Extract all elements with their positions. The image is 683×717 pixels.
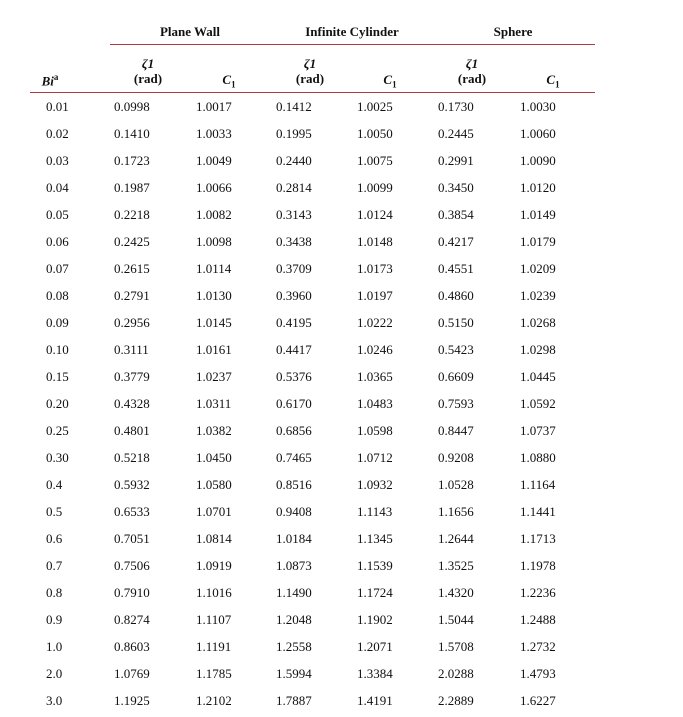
plane-wall-zeta-cell: 0.2218 [114,207,150,222]
table-row [0,663,683,690]
c1-subscript: 1 [392,79,397,90]
table-row [0,312,683,339]
sphere-zeta-header [444,56,500,86]
biot-number-cell: 0.04 [46,180,69,195]
sphere-zeta-cell: 2.0288 [438,666,474,681]
biot-number-cell: 2.0 [46,666,63,681]
cylinder-zeta-cell: 0.7465 [276,450,312,465]
cylinder-c1-cell: 1.1724 [357,585,393,600]
plane-wall-zeta-cell: 0.6533 [114,504,150,519]
bi-base: Bi [41,73,54,89]
plane-wall-c1-cell: 1.0311 [196,396,232,411]
cylinder-zeta-cell: 0.9408 [276,504,312,519]
biot-number-cell: 0.07 [46,261,69,276]
plane-wall-c1-cell: 1.0066 [196,180,232,195]
cylinder-zeta-cell: 1.7887 [276,693,312,708]
cylinder-zeta-cell: 0.6170 [276,396,312,411]
sphere-c1-cell: 1.0030 [520,99,556,114]
cylinder-c1-cell: 1.0483 [357,396,393,411]
plane-wall-c1-cell: 1.1191 [196,639,232,654]
table-row [0,474,683,501]
plane-wall-zeta-cell: 0.4801 [114,423,150,438]
cylinder-zeta-cell: 0.4195 [276,315,312,330]
sphere-zeta-cell: 1.2644 [438,531,474,546]
biot-number-cell: 0.01 [46,99,69,114]
biot-number-cell: 0.06 [46,234,69,249]
plane-wall-zeta-cell: 0.7051 [114,531,150,546]
c1-subscript: 1 [555,79,560,90]
zeta-symbol: ζ1 [465,56,479,71]
cylinder-c1-cell: 1.0712 [357,450,393,465]
sphere-c1-cell: 1.1441 [520,504,556,519]
cylinder-c1-cell: 1.0025 [357,99,393,114]
plane-wall-zeta-cell: 0.8274 [114,612,150,627]
table-row [0,150,683,177]
table-row [0,528,683,555]
infinite-cylinder-header: Infinite Cylinder [305,24,399,39]
biot-number-header [30,72,70,89]
sphere-header: Sphere [493,24,533,39]
plane-wall-c1-cell: 1.0237 [196,369,232,384]
sphere-zeta-cell: 0.2445 [438,126,474,141]
biot-number-cell: 0.8 [46,585,63,600]
c1-subscript: 1 [231,79,236,90]
sphere-zeta-cell: 1.5044 [438,612,474,627]
plane-wall-zeta-cell: 0.1987 [114,180,150,195]
cylinder-c1-cell: 1.0075 [357,153,393,168]
table-row [0,690,683,717]
cylinder-zeta-cell: 0.5376 [276,369,312,384]
plane-wall-zeta-cell: 0.2956 [114,315,150,330]
sphere-c1-cell: 1.2236 [520,585,556,600]
cylinder-zeta-cell: 1.2558 [276,639,312,654]
plane-wall-zeta-cell: 0.1410 [114,126,150,141]
table-row [0,339,683,366]
sphere-zeta-cell: 1.5708 [438,639,474,654]
zeta-symbol: ζ1 [141,56,155,71]
rad-unit: (rad) [295,71,325,86]
cylinder-c1-cell: 1.1143 [357,504,393,519]
biot-number-cell: 0.30 [46,450,69,465]
table-row [0,582,683,609]
plane-wall-c1-cell: 1.1107 [196,612,232,627]
sphere-zeta-cell: 0.2991 [438,153,474,168]
sphere-zeta-cell: 1.1656 [438,504,474,519]
plane-wall-zeta-cell: 0.4328 [114,396,150,411]
cylinder-zeta-cell: 0.6856 [276,423,312,438]
sphere-zeta-cell: 0.7593 [438,396,474,411]
sphere-c1-cell: 1.0298 [520,342,556,357]
cylinder-c1-cell: 1.0148 [357,234,393,249]
table-row [0,636,683,663]
sphere-c1-cell: 1.0120 [520,180,556,195]
plane-wall-zeta-cell: 1.1925 [114,693,150,708]
group-header-rule [110,44,595,45]
table-row [0,609,683,636]
plane-wall-c1-cell: 1.2102 [196,693,232,708]
header-rule [30,92,595,93]
plane-wall-zeta-cell: 0.5218 [114,450,150,465]
cylinder-zeta-cell: 0.3960 [276,288,312,303]
cylinder-zeta-cell: 0.3709 [276,261,312,276]
plane-wall-zeta-cell: 0.2615 [114,261,150,276]
sphere-c1-cell: 1.0090 [520,153,556,168]
sphere-zeta-cell: 0.4551 [438,261,474,276]
cylinder-c1-cell: 1.2071 [357,639,393,654]
plane-wall-zeta-header [120,56,176,86]
sphere-zeta-cell: 1.0528 [438,477,474,492]
cylinder-c1-cell: 1.0598 [357,423,393,438]
cylinder-zeta-cell: 0.1412 [276,99,312,114]
cylinder-c1-cell: 1.0932 [357,477,393,492]
table-row [0,204,683,231]
plane-wall-c1-cell: 1.0580 [196,477,232,492]
sphere-c1-cell: 1.1713 [520,531,556,546]
cylinder-c1-cell: 1.0222 [357,315,393,330]
table-row [0,501,683,528]
cylinder-zeta-cell: 0.4417 [276,342,312,357]
sphere-c1-cell: 1.1164 [520,477,556,492]
plane-wall-c1-cell: 1.1016 [196,585,232,600]
table-row [0,420,683,447]
cylinder-c1-cell: 1.1345 [357,531,393,546]
biot-number-cell: 0.6 [46,531,63,546]
sphere-zeta-cell: 0.8447 [438,423,474,438]
cylinder-zeta-cell: 1.0873 [276,558,312,573]
cylinder-zeta-cell: 0.2440 [276,153,312,168]
table-row [0,555,683,582]
rad-unit: (rad) [133,71,163,86]
cylinder-zeta-cell: 1.1490 [276,585,312,600]
cylinder-c1-header [375,72,405,90]
cylinder-c1-cell: 1.0197 [357,288,393,303]
table-row [0,366,683,393]
biot-number-cell: 0.08 [46,288,69,303]
plane-wall-zeta-cell: 0.7910 [114,585,150,600]
sphere-c1-cell: 1.0880 [520,450,556,465]
plane-wall-zeta-cell: 0.2425 [114,234,150,249]
table-body [0,96,683,717]
sphere-c1-cell: 1.0060 [520,126,556,141]
cylinder-c1-cell: 1.0050 [357,126,393,141]
cylinder-zeta-cell: 0.1995 [276,126,312,141]
table-row [0,231,683,258]
sphere-c1-header [538,72,568,90]
cylinder-c1-cell: 1.1902 [357,612,393,627]
plane-wall-c1-cell: 1.0017 [196,99,232,114]
biot-number-cell: 0.03 [46,153,69,168]
plane-wall-c1-cell: 1.0082 [196,207,232,222]
cylinder-zeta-cell: 1.0184 [276,531,312,546]
table-row [0,393,683,420]
plane-wall-zeta-cell: 1.0769 [114,666,150,681]
plane-wall-zeta-cell: 0.2791 [114,288,150,303]
cylinder-zeta-cell: 1.5994 [276,666,312,681]
plane-wall-zeta-cell: 0.3111 [114,342,149,357]
biot-number-cell: 1.0 [46,639,63,654]
zeta-symbol: ζ1 [303,56,317,71]
cylinder-zeta-cell: 0.2814 [276,180,312,195]
sphere-c1-cell: 1.0737 [520,423,556,438]
cylinder-c1-cell: 1.0173 [357,261,393,276]
cylinder-c1-cell: 1.0124 [357,207,393,222]
plane-wall-c1-cell: 1.0382 [196,423,232,438]
biot-number-cell: 0.05 [46,207,69,222]
sphere-zeta-cell: 0.6609 [438,369,474,384]
sphere-zeta-cell: 0.3854 [438,207,474,222]
plane-wall-c1-cell: 1.0114 [196,261,232,276]
biot-number-cell: 0.10 [46,342,69,357]
biot-number-cell: 0.7 [46,558,63,573]
cylinder-zeta-cell: 1.2048 [276,612,312,627]
biot-number-cell: 0.02 [46,126,69,141]
sphere-c1-cell: 1.0592 [520,396,556,411]
cylinder-c1-cell: 1.3384 [357,666,393,681]
plane-wall-c1-cell: 1.0161 [196,342,232,357]
c1-base: C [383,72,393,87]
plane-wall-c1-cell: 1.0033 [196,126,232,141]
cylinder-zeta-cell: 0.3438 [276,234,312,249]
biot-number-cell: 0.09 [46,315,69,330]
plane-wall-zeta-cell: 0.8603 [114,639,150,654]
plane-wall-c1-cell: 1.0049 [196,153,232,168]
sphere-c1-cell: 1.0445 [520,369,556,384]
plane-wall-zeta-cell: 0.1723 [114,153,150,168]
sphere-c1-cell: 1.0209 [520,261,556,276]
c1-base: C [546,72,556,87]
sphere-zeta-cell: 0.3450 [438,180,474,195]
cylinder-c1-cell: 1.4191 [357,693,393,708]
plane-wall-c1-cell: 1.0701 [196,504,232,519]
sphere-zeta-cell: 0.9208 [438,450,474,465]
plane-wall-c1-cell: 1.0450 [196,450,232,465]
c1-base: C [222,72,232,87]
table-row [0,447,683,474]
sphere-c1-cell: 1.2488 [520,612,556,627]
biot-number-cell: 0.25 [46,423,69,438]
cylinder-c1-cell: 1.0365 [357,369,393,384]
plane-wall-c1-cell: 1.0098 [196,234,232,249]
plane-wall-header: Plane Wall [159,24,221,39]
plane-wall-zeta-cell: 0.5932 [114,477,150,492]
table-row [0,96,683,123]
plane-wall-zeta-cell: 0.0998 [114,99,150,114]
sphere-c1-cell: 1.6227 [520,693,556,708]
sphere-zeta-cell: 0.1730 [438,99,474,114]
plane-wall-zeta-cell: 0.7506 [114,558,150,573]
plane-wall-zeta-cell: 0.3779 [114,369,150,384]
cylinder-zeta-header [282,56,338,86]
cylinder-c1-cell: 1.1539 [357,558,393,573]
biot-number-cell: 0.4 [46,477,63,492]
plane-wall-c1-header [214,72,244,90]
plane-wall-c1-cell: 1.0145 [196,315,232,330]
table-row [0,177,683,204]
plane-wall-c1-cell: 1.0814 [196,531,232,546]
sphere-c1-cell: 1.0149 [520,207,556,222]
sphere-zeta-cell: 0.5423 [438,342,474,357]
cylinder-zeta-cell: 0.3143 [276,207,312,222]
rad-unit: (rad) [457,71,487,86]
biot-number-cell: 0.20 [46,396,69,411]
sphere-c1-cell: 1.2732 [520,639,556,654]
sphere-c1-cell: 1.4793 [520,666,556,681]
plane-wall-c1-cell: 1.0919 [196,558,232,573]
table-row [0,123,683,150]
sphere-c1-cell: 1.0268 [520,315,556,330]
bi-footnote-mark: a [53,72,59,82]
sphere-zeta-cell: 1.4320 [438,585,474,600]
sphere-c1-cell: 1.0239 [520,288,556,303]
sphere-zeta-cell: 0.4860 [438,288,474,303]
biot-number-cell: 3.0 [46,693,63,708]
table-row [0,258,683,285]
sphere-c1-cell: 1.0179 [520,234,556,249]
cylinder-c1-cell: 1.0246 [357,342,393,357]
plane-wall-c1-cell: 1.0130 [196,288,232,303]
sphere-zeta-cell: 0.5150 [438,315,474,330]
sphere-zeta-cell: 2.2889 [438,693,474,708]
plane-wall-c1-cell: 1.1785 [196,666,232,681]
cylinder-zeta-cell: 0.8516 [276,477,312,492]
sphere-zeta-cell: 1.3525 [438,558,474,573]
cylinder-c1-cell: 1.0099 [357,180,393,195]
sphere-c1-cell: 1.1978 [520,558,556,573]
biot-number-cell: 0.15 [46,369,69,384]
biot-number-cell: 0.5 [46,504,63,519]
sphere-zeta-cell: 0.4217 [438,234,474,249]
table-row [0,285,683,312]
biot-number-cell: 0.9 [46,612,63,627]
